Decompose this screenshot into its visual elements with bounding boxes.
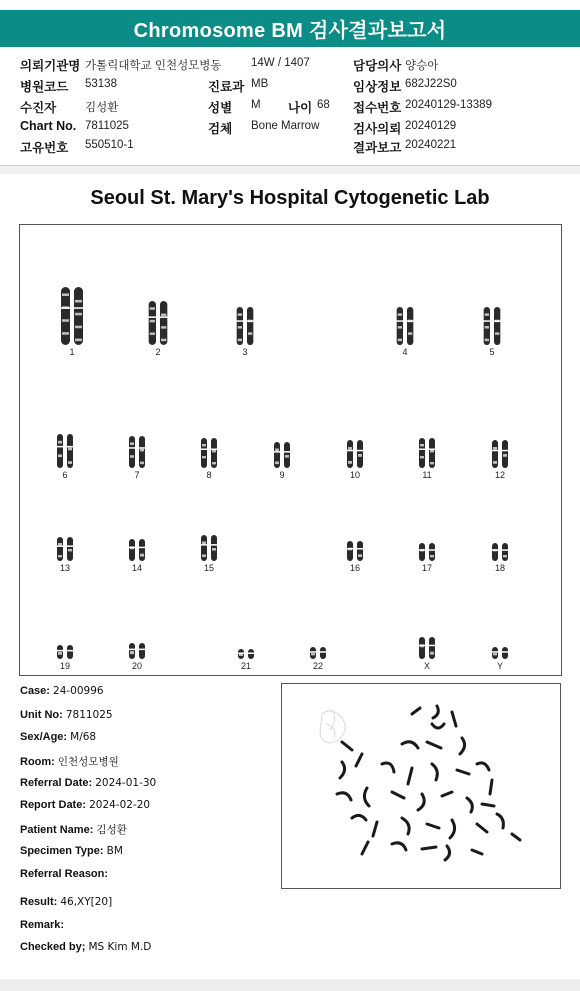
referral-reason-row: [20, 868, 108, 880]
patient-label: 수진자: [20, 101, 57, 115]
chromosome-label-10: 10: [349, 470, 360, 480]
request-label: 검사의뢰: [353, 122, 402, 136]
patient-name-value: 김성환: [96, 824, 127, 836]
id-value: 550510-1: [85, 139, 134, 151]
chromosome-pair-21-icon: [224, 649, 268, 659]
remark-row: [20, 919, 64, 931]
chromosome-pair-1-icon: [50, 287, 94, 345]
result-report-value: 20240221: [405, 139, 457, 151]
result-value: 46,XY[20]: [60, 896, 113, 908]
chromosome-pair-22-icon: [296, 647, 340, 659]
hospital-code-value: 53138: [85, 78, 117, 90]
chart-value: 7811025: [85, 120, 129, 132]
section-divider: [0, 166, 580, 174]
unit-value: 7811025: [65, 709, 113, 721]
request-value: 20240129: [405, 120, 457, 132]
chromosome-pair-5: [470, 307, 514, 357]
chromosome-label-16: 16: [349, 563, 360, 573]
result-row: [20, 896, 112, 908]
unit-label: Unit No:: [20, 709, 63, 721]
hospital-code-label: 병원코드: [20, 80, 69, 94]
chromosome-label-9: 9: [279, 470, 285, 480]
chromosome-pair-17: [405, 543, 449, 573]
sexage-label: Sex/Age:: [20, 731, 68, 743]
chromosome-label-2: 2: [155, 347, 161, 357]
chromosome-pair-4: [383, 307, 427, 357]
specimen-type-row: [20, 845, 123, 857]
chromosome-label-Y: Y: [496, 661, 503, 671]
chromosome-label-1: 1: [69, 347, 75, 357]
chromosome-pair-3-icon: [223, 307, 267, 345]
checked-label: Checked by;: [20, 941, 86, 953]
chromosome-label-17: 17: [421, 563, 432, 573]
chromosome-pair-11: [405, 438, 449, 480]
chromosome-pair-13: [43, 537, 87, 573]
remark-label: Remark:: [20, 919, 65, 931]
chromosome-pair-Y: [478, 647, 522, 671]
dept-value: MB: [251, 78, 269, 90]
doctor-value: 양승아: [405, 60, 439, 72]
sex-label: 성별: [208, 101, 233, 115]
unit-row: [20, 709, 113, 721]
referral-date-label: Referral Date:: [20, 777, 93, 789]
chromosome-label-7: 7: [134, 470, 140, 480]
chromosome-label-13: 13: [59, 563, 70, 573]
chromosome-pair-3: [223, 307, 267, 357]
report-date-row: [20, 799, 150, 811]
room-value: 인천성모병원: [57, 756, 119, 768]
karyogram-panel: [19, 224, 562, 676]
age-label: 나이: [288, 101, 313, 115]
result-report-label: 결과보고: [353, 141, 402, 155]
case-value: 24-00996: [53, 685, 104, 697]
chromosome-pair-4-icon: [383, 307, 427, 345]
chromosome-label-15: 15: [203, 563, 214, 573]
chromosome-label-11: 11: [422, 470, 432, 480]
referral-date-value: 2024-01-30: [95, 777, 157, 789]
specimen-value: Bone Marrow: [251, 120, 320, 132]
chromosome-pair-12-icon: [478, 440, 522, 468]
chromosome-pair-X-icon: [405, 637, 449, 659]
chromosome-pair-6: [43, 434, 87, 480]
chromosome-pair-8: [187, 438, 231, 480]
patient-info-panel: [0, 47, 580, 166]
room-label: Room:: [20, 756, 55, 768]
receipt-label: 접수번호: [353, 101, 402, 115]
chromosome-pair-20: [115, 643, 159, 671]
chromosome-pair-11-icon: [405, 438, 449, 468]
age-value: 68: [317, 99, 330, 111]
chromosome-pair-22: [296, 647, 340, 671]
chromosome-label-3: 3: [242, 347, 248, 357]
clinical-value: 682J22S0: [405, 78, 457, 90]
patient-name-row: [20, 822, 127, 837]
report-date-label: Report Date:: [20, 799, 87, 811]
chromosome-label-8: 8: [206, 470, 212, 480]
chromosome-pair-6-icon: [43, 434, 87, 468]
chromosome-pair-7-icon: [115, 436, 159, 468]
metaphase-spread-illustration: [282, 684, 560, 888]
chromosome-pair-19: [43, 645, 87, 671]
id-label: 고유번호: [20, 141, 69, 155]
chromosome-pair-X: [405, 637, 449, 671]
chromosome-pair-14-icon: [115, 539, 159, 561]
chromosome-label-14: 14: [131, 563, 142, 573]
checked-row: [20, 941, 151, 953]
patient-name-label: Patient Name:: [20, 824, 94, 836]
chromosome-pair-21: [224, 649, 268, 671]
chromosome-pair-8-icon: [187, 438, 231, 468]
referral-reason-label: Referral Reason:: [20, 868, 109, 880]
chromosome-label-X: X: [423, 661, 430, 671]
case-label: Case:: [20, 685, 50, 697]
chromosome-pair-2-icon: [136, 301, 180, 345]
result-label: Result:: [20, 896, 58, 908]
chromosome-pair-19-icon: [43, 645, 87, 659]
chromosome-pair-7: [115, 436, 159, 480]
chromosome-pair-18: [478, 543, 522, 573]
specimen-type-label: Specimen Type:: [20, 845, 104, 857]
institution-value: 가톨릭대학교 인천성모병동: [85, 60, 222, 72]
chromosome-pair-12: [478, 440, 522, 480]
sexage-value: M/68: [70, 731, 97, 743]
report-title-bar: [0, 10, 580, 47]
specimen-type-value: BM: [106, 845, 123, 857]
chromosome-pair-10: [333, 440, 377, 480]
chromosome-pair-16: [333, 541, 377, 573]
patient-value: 김성환: [85, 102, 119, 114]
chromosome-pair-14: [115, 539, 159, 573]
room-row: [20, 754, 119, 769]
ward-value: 14W / 1407: [251, 57, 310, 69]
case-row: [20, 685, 104, 697]
chromosome-label-20: 20: [131, 661, 142, 671]
chromosome-pair-18-icon: [478, 543, 522, 561]
chromosome-label-12: 12: [494, 470, 505, 480]
chromosome-pair-15-icon: [187, 535, 231, 561]
chromosome-pair-1: [50, 287, 94, 357]
chromosome-pair-10-icon: [333, 440, 377, 468]
chromosome-pair-5-icon: [470, 307, 514, 345]
institution-label: 의뢰기관명: [20, 59, 81, 73]
chromosome-label-5: 5: [489, 347, 495, 357]
chromosome-pair-20-icon: [115, 643, 159, 659]
chromosome-label-18: 18: [494, 563, 505, 573]
chromosome-pair-2: [136, 301, 180, 357]
chromosome-pair-9-icon: [260, 442, 304, 468]
referral-date-row: [20, 777, 156, 789]
doctor-label: 담당의사: [353, 59, 402, 73]
dept-label: 진료과: [208, 80, 245, 94]
chromosome-label-19: 19: [59, 661, 70, 671]
chromosome-pair-Y-icon: [478, 647, 522, 659]
report-date-value: 2024-02-20: [89, 799, 151, 811]
specimen-label: 검체: [208, 122, 233, 136]
chromosome-label-4: 4: [402, 347, 408, 357]
chromosome-pair-9: [260, 442, 304, 480]
page-footer-band: [0, 979, 580, 991]
chromosome-pair-13-icon: [43, 537, 87, 561]
clinical-label: 임상정보: [353, 80, 402, 94]
chromosome-label-6: 6: [62, 470, 68, 480]
chromosome-pair-15: [187, 535, 231, 573]
chromosome-pair-17-icon: [405, 543, 449, 561]
metaphase-image: [281, 683, 561, 889]
chromosome-label-22: 22: [312, 661, 323, 671]
chromosome-pair-16-icon: [333, 541, 377, 561]
checked-value: MS Kim M.D: [88, 941, 152, 953]
receipt-value: 20240129-13389: [405, 99, 492, 111]
chromosome-label-21: 21: [240, 661, 251, 671]
chart-label: Chart No.: [20, 119, 77, 133]
lab-title: Seoul St. Mary's Hospital Cytogenetic Lab: [90, 187, 490, 209]
report-title: Chromosome BM 검사결과보고서: [133, 20, 447, 42]
sex-value: M: [251, 99, 261, 111]
sexage-row: [20, 731, 96, 743]
